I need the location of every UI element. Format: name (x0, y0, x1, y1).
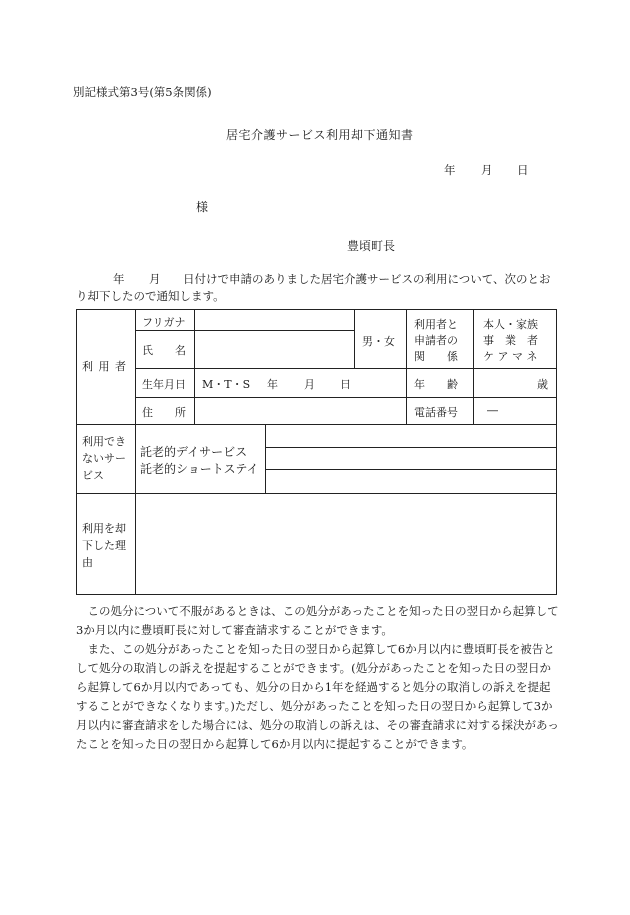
issuer-name: 豊頃町長 (347, 239, 396, 253)
service-short-stay: 託老的ショートステイ (140, 462, 259, 476)
date-day-label: 日 (517, 163, 529, 177)
form-number-label: 別記様式第3号(第5条関係) (73, 85, 212, 99)
user-section-header: 利 用 者 (82, 360, 127, 373)
intro-text: 日付けで申請のありました居宅介護サービスの利用について、次のとおり却下したので通知します。 (76, 272, 551, 303)
address-label: 住 所 (142, 406, 186, 419)
relation-label-line3: 関 係 (414, 350, 458, 363)
birthdate-month: 月 (304, 378, 315, 391)
relation-option-caremanager: ケ ア マ ネ (483, 350, 538, 363)
service-header-line2: ないサー (82, 452, 126, 465)
phone-label: 電話番号 (414, 406, 458, 419)
relation-option-provider: 事 業 者 (483, 334, 538, 347)
service-header-line3: ビス (82, 469, 104, 482)
reason-header-line1: 利用を却 (82, 522, 126, 535)
appeal-notice (76, 602, 561, 754)
age-unit: 歳 (537, 378, 548, 391)
relation-option-family: 本人・家族 (483, 318, 538, 331)
relation-label-line2: 申請者の (414, 334, 458, 347)
birthdate-era: M・T・S (202, 378, 251, 391)
birthdate-label: 生年月日 (142, 378, 186, 391)
intro-month: 月 (149, 272, 161, 286)
appeal-notice-paragraph-1: この処分について不服があるときは、この処分があったことを知った日の翌日から起算して3か月以内に豊頃町長に対して審査請求することができます。 (76, 604, 559, 637)
reason-header-line2: 下した理 (82, 539, 126, 552)
birthdate-year: 年 (267, 378, 278, 391)
furigana-label: フリガナ (142, 316, 186, 329)
date-month-label: 月 (481, 163, 493, 177)
intro-year: 年 (113, 272, 125, 286)
age-label: 年 齢 (414, 378, 458, 391)
relation-label-line1: 利用者と (414, 318, 458, 331)
service-day-care: 託老的デイサービス (140, 445, 248, 459)
date-year-label: 年 (444, 163, 456, 177)
service-header-line1: 利用でき (82, 435, 126, 448)
name-label: 氏 名 (142, 344, 186, 357)
addressee-suffix: 様 (196, 200, 209, 214)
birthdate-day: 日 (340, 378, 351, 391)
reason-header-line3: 由 (82, 556, 93, 569)
document-title: 居宅介護サービス利用却下通知書 (226, 128, 414, 142)
gender-options: 男・女 (362, 335, 395, 348)
phone-dash: ― (487, 404, 498, 417)
appeal-notice-paragraph-2: また、この処分があったことを知った日の翌日から起算して6か月以内に豊頃町長を被告として処分の取消しの訴えを提起することができます。(処分があったことを知った日の翌日から起算して6か月以内であっても、処分の日から1年を経過すると処分の取消しの訴えを提起することができなくなります。)ただし、処分があったことを知った日の翌日から起算して3か月以内に審査請求をした場合には、処分の取消しの訴えは、その審査請求に対する採決があったことを知った日の翌日から起算して6か月以内に提起することができます。 (76, 642, 559, 751)
